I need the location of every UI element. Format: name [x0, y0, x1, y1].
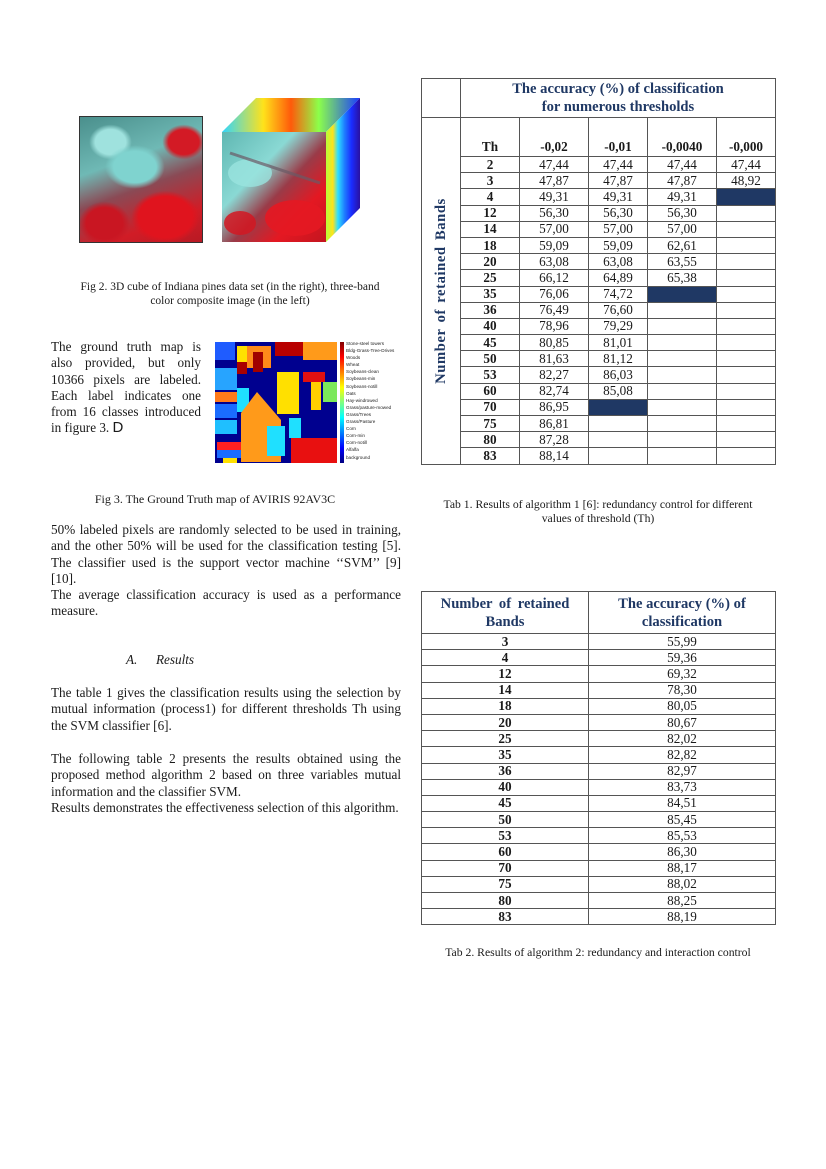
accuracy-cell: 63,08: [589, 254, 648, 270]
band-count-cell: 70: [461, 399, 520, 415]
band-count-cell: 83: [422, 909, 589, 925]
table-row: [422, 763, 776, 779]
accuracy-cell: 49,31: [589, 189, 648, 205]
accuracy-cell: 55,99: [589, 634, 776, 650]
ground-truth-paragraph: [51, 339, 201, 437]
accuracy-cell: 82,97: [589, 763, 776, 779]
legend-entry: Alfalfa: [346, 447, 359, 453]
legend-entry: Woods: [346, 355, 361, 361]
accuracy-cell: 47,87: [520, 173, 589, 189]
accuracy-cell: [717, 367, 776, 383]
figure-2-caption: [50, 280, 410, 308]
band-count-cell: 3: [422, 634, 589, 650]
accuracy-cell: [648, 351, 717, 367]
band-count-cell: 50: [422, 812, 589, 828]
legend-entry: Soybeans-clean: [346, 369, 379, 375]
paragraph-accuracy-measure: The average classification accuracy is used as a performance measure.: [51, 587, 401, 619]
table-2-band-accuracy: [421, 591, 776, 925]
accuracy-cell: 49,31: [520, 189, 589, 205]
accuracy-cell: 78,96: [520, 318, 589, 334]
table-row: [422, 286, 776, 302]
accuracy-cell: 79,29: [589, 318, 648, 334]
band-count-cell: 75: [461, 416, 520, 432]
band-count-cell: 25: [422, 731, 589, 747]
figure-3-caption: Fig 3. The Ground Truth map of AVIRIS 92AV3C: [94, 492, 336, 506]
section-number: A.: [126, 652, 138, 667]
threshold-header: -0,0040: [648, 118, 717, 157]
legend-entry: Grass/Pasture: [346, 419, 376, 425]
accuracy-cell: 59,09: [520, 237, 589, 253]
table-header-row: [422, 79, 776, 118]
accuracy-cell: 63,55: [648, 254, 717, 270]
band-count-cell: 83: [461, 448, 520, 464]
band-count-cell: 20: [461, 254, 520, 270]
band-count-cell: 45: [461, 335, 520, 351]
caption-line: Tab 1. Results of algorithm 1 [6]: redundancy control for different: [443, 498, 753, 511]
accuracy-cell: [717, 383, 776, 399]
accuracy-cell: 82,82: [589, 747, 776, 763]
table-row: [422, 698, 776, 714]
table-row: [422, 318, 776, 334]
table-row: [422, 173, 776, 189]
table-row: [422, 714, 776, 730]
band-count-cell: 12: [461, 205, 520, 221]
accuracy-cell: 66,12: [520, 270, 589, 286]
accuracy-cell: 63,08: [520, 254, 589, 270]
hyperspectral-cube-image: [210, 98, 360, 244]
accuracy-cell: 57,00: [520, 221, 589, 237]
accuracy-cell: [648, 383, 717, 399]
band-count-cell: 40: [461, 318, 520, 334]
band-count-cell: 3: [461, 173, 520, 189]
accuracy-cell: 57,00: [648, 221, 717, 237]
accuracy-cell: 88,17: [589, 860, 776, 876]
accuracy-cell: [717, 302, 776, 318]
table-row: [422, 351, 776, 367]
corner-cell: [422, 79, 461, 118]
accuracy-cell: 56,30: [589, 205, 648, 221]
legend-entry: Grass/Trees: [346, 411, 372, 417]
accuracy-cell: 85,53: [589, 828, 776, 844]
band-count-cell: 53: [461, 367, 520, 383]
table-row: [422, 860, 776, 876]
table-row: [422, 828, 776, 844]
accuracy-cell: 88,19: [589, 909, 776, 925]
table-row: [422, 893, 776, 909]
ground-truth-colorbar: [340, 342, 344, 463]
accuracy-cell: 85,08: [589, 383, 648, 399]
accuracy-cell: 57,00: [589, 221, 648, 237]
accuracy-cell: 84,51: [589, 795, 776, 811]
accuracy-cell: 62,61: [648, 237, 717, 253]
accuracy-cell: 80,85: [520, 335, 589, 351]
shaded-cell: [648, 286, 717, 302]
legend-entry: Wheat: [346, 362, 360, 368]
table-row: [422, 812, 776, 828]
table-row: [422, 747, 776, 763]
band-count-cell: 18: [422, 698, 589, 714]
accuracy-cell: [717, 254, 776, 270]
section-title: Results: [155, 652, 195, 667]
accuracy-cell: [717, 286, 776, 302]
band-count-cell: 12: [422, 666, 589, 682]
table-title-text: The accuracy (%) of classification for numerous thresholds: [512, 81, 724, 115]
table-row: [422, 399, 776, 415]
accuracy-cell: [589, 448, 648, 464]
color-composite-image: [79, 116, 203, 243]
satellite-image: [80, 117, 202, 242]
accuracy-cell: 82,27: [520, 367, 589, 383]
row-axis-label-cell: [422, 118, 461, 465]
accuracy-cell: 76,06: [520, 286, 589, 302]
band-count-cell: 80: [422, 893, 589, 909]
accuracy-cell: 80,05: [589, 698, 776, 714]
band-count-cell: 25: [461, 270, 520, 286]
accuracy-cell: [717, 399, 776, 415]
header-bands-text: Number of retained Bands: [440, 595, 570, 630]
table-row: [422, 383, 776, 399]
band-count-cell: 75: [422, 876, 589, 892]
stray-character: D: [112, 419, 124, 437]
accuracy-cell: [648, 432, 717, 448]
accuracy-cell: 47,87: [648, 173, 717, 189]
accuracy-cell: [589, 432, 648, 448]
accuracy-cell: 49,31: [648, 189, 717, 205]
accuracy-cell: 85,45: [589, 812, 776, 828]
band-count-cell: 14: [461, 221, 520, 237]
paragraph-text: The ground truth map is also provided, but only 10366 pixels are labeled. Each label indicates one from 16 classes introduced in figure 3.: [51, 339, 201, 436]
band-count-cell: 50: [461, 351, 520, 367]
threshold-header: -0,01: [589, 118, 648, 157]
table-row: [422, 844, 776, 860]
accuracy-cell: [648, 302, 717, 318]
table-header-row: [422, 592, 776, 634]
band-count-cell: 60: [461, 383, 520, 399]
shaded-cell: [717, 189, 776, 205]
legend-entry: Soybeans-min: [346, 376, 376, 382]
accuracy-cell: 74,72: [589, 286, 648, 302]
accuracy-cell: 82,02: [589, 731, 776, 747]
accuracy-cell: 59,09: [589, 237, 648, 253]
table-row: [422, 157, 776, 173]
legend-entry: background: [346, 454, 371, 460]
header-accuracy-text: The accuracy (%) of classification: [618, 595, 746, 630]
table-row: [422, 205, 776, 221]
accuracy-cell: 82,74: [520, 383, 589, 399]
band-count-cell: 60: [422, 844, 589, 860]
table-row: [422, 221, 776, 237]
band-count-cell: 35: [422, 747, 589, 763]
table-row: [422, 779, 776, 795]
row-axis-label: Number of retained Bands: [433, 197, 449, 384]
accuracy-cell: [589, 416, 648, 432]
accuracy-cell: 47,44: [520, 157, 589, 173]
legend-entry: Hay-windrowed: [346, 397, 378, 403]
accuracy-cell: 86,03: [589, 367, 648, 383]
band-count-cell: 2: [461, 157, 520, 173]
accuracy-cell: 86,95: [520, 399, 589, 415]
threshold-header: -0,000: [717, 118, 776, 157]
table-row: [422, 432, 776, 448]
table-row: [422, 448, 776, 464]
accuracy-cell: [717, 416, 776, 432]
band-count-cell: 36: [422, 763, 589, 779]
table-row: [422, 682, 776, 698]
shaded-cell: [589, 399, 648, 415]
table-1-caption: [421, 498, 775, 526]
table-row: [422, 302, 776, 318]
accuracy-cell: [717, 270, 776, 286]
table-row: [422, 189, 776, 205]
accuracy-cell: [648, 335, 717, 351]
accuracy-cell: 64,89: [589, 270, 648, 286]
accuracy-cell: [717, 318, 776, 334]
accuracy-cell: [717, 448, 776, 464]
table-row: [422, 650, 776, 666]
accuracy-cell: [648, 448, 717, 464]
accuracy-cell: [717, 432, 776, 448]
accuracy-cell: 88,25: [589, 893, 776, 909]
band-count-cell: 18: [461, 237, 520, 253]
accuracy-cell: 86,30: [589, 844, 776, 860]
accuracy-cell: 81,12: [589, 351, 648, 367]
accuracy-cell: 69,32: [589, 666, 776, 682]
table-row: [422, 270, 776, 286]
accuracy-cell: 48,92: [717, 173, 776, 189]
paragraph-training-split: 50% labeled pixels are randomly selected to be used in training, and the other 50% will be used for the classification testing [5]. The classifier used is the support vector machine ‘‘SVM’’ [9] [10].: [51, 522, 401, 586]
accuracy-cell: 56,30: [520, 205, 589, 221]
header-accuracy: [589, 592, 776, 634]
table-row: [422, 795, 776, 811]
threshold-row: [422, 118, 776, 157]
legend-entry: Bldg-Grass-Tree-Drives: [346, 348, 395, 354]
accuracy-cell: 47,44: [717, 157, 776, 173]
table-1-threshold-accuracy: [421, 78, 776, 465]
accuracy-cell: [717, 351, 776, 367]
table-row: [422, 666, 776, 682]
table-row: [422, 416, 776, 432]
table-title: [461, 79, 776, 118]
accuracy-cell: 81,01: [589, 335, 648, 351]
accuracy-cell: 47,44: [589, 157, 648, 173]
table-row: [422, 634, 776, 650]
band-count-cell: 4: [422, 650, 589, 666]
legend-entry: Grass/pasture-mowed: [346, 404, 392, 410]
table-row: [422, 367, 776, 383]
accuracy-cell: 76,49: [520, 302, 589, 318]
accuracy-cell: [717, 335, 776, 351]
legend-entry: Corn-min: [346, 433, 365, 439]
band-count-cell: 80: [461, 432, 520, 448]
ground-truth-legend: [346, 340, 416, 461]
accuracy-cell: [648, 399, 717, 415]
caption-line: values of threshold (Th): [541, 512, 655, 525]
section-heading: [126, 652, 194, 668]
accuracy-cell: 88,02: [589, 876, 776, 892]
legend-entry: Corn: [346, 426, 356, 432]
table-row: [422, 237, 776, 253]
th-label: Th: [461, 118, 520, 157]
band-count-cell: 20: [422, 714, 589, 730]
band-count-cell: 70: [422, 860, 589, 876]
accuracy-cell: 86,81: [520, 416, 589, 432]
band-count-cell: 35: [461, 286, 520, 302]
band-count-cell: 40: [422, 779, 589, 795]
legend-entry: Stone-steel towers: [346, 341, 385, 346]
band-count-cell: 14: [422, 682, 589, 698]
accuracy-cell: 83,73: [589, 779, 776, 795]
accuracy-cell: 65,38: [648, 270, 717, 286]
caption-line: color composite image (in the left): [150, 295, 310, 307]
table-row: [422, 731, 776, 747]
legend-entry: Corn-notill: [346, 440, 367, 446]
band-count-cell: 45: [422, 795, 589, 811]
legend-entry: Oats: [346, 390, 356, 396]
accuracy-cell: [717, 221, 776, 237]
accuracy-cell: [648, 318, 717, 334]
accuracy-cell: [717, 205, 776, 221]
band-count-cell: 36: [461, 302, 520, 318]
accuracy-cell: 47,44: [648, 157, 717, 173]
accuracy-cell: 88,14: [520, 448, 589, 464]
accuracy-cell: 78,30: [589, 682, 776, 698]
accuracy-cell: 59,36: [589, 650, 776, 666]
ground-truth-map: [215, 342, 337, 463]
threshold-header: -0,02: [520, 118, 589, 157]
legend-entry: Soybeans-notill: [346, 383, 378, 389]
accuracy-cell: 76,60: [589, 302, 648, 318]
table-2-caption: Tab 2. Results of algorithm 2: redundancy and interaction control: [445, 946, 751, 959]
band-count-cell: 4: [461, 189, 520, 205]
accuracy-cell: [648, 416, 717, 432]
paragraph-conclusion: Results demonstrates the effectiveness selection of this algorithm.: [51, 800, 399, 815]
paragraph-table2-intro: The following table 2 presents the results obtained using the proposed method algorithm 2 based on three variables mutual information and the classifier SVM.: [51, 751, 401, 799]
accuracy-cell: 81,63: [520, 351, 589, 367]
table-row: [422, 254, 776, 270]
accuracy-cell: [717, 237, 776, 253]
accuracy-cell: 56,30: [648, 205, 717, 221]
band-count-cell: 53: [422, 828, 589, 844]
table-row: [422, 876, 776, 892]
accuracy-cell: 87,28: [520, 432, 589, 448]
paragraph-table1-intro: The table 1 gives the classification results using the selection by mutual information (process1) for different thresholds Th using the SVM classifier [6].: [51, 685, 401, 733]
table-row: [422, 909, 776, 925]
accuracy-cell: [648, 367, 717, 383]
table-row: [422, 335, 776, 351]
accuracy-cell: 47,87: [589, 173, 648, 189]
accuracy-cell: 80,67: [589, 714, 776, 730]
caption-line: Fig 2. 3D cube of Indiana pines data set (in the right), three-band: [80, 281, 380, 293]
header-bands: [422, 592, 589, 634]
